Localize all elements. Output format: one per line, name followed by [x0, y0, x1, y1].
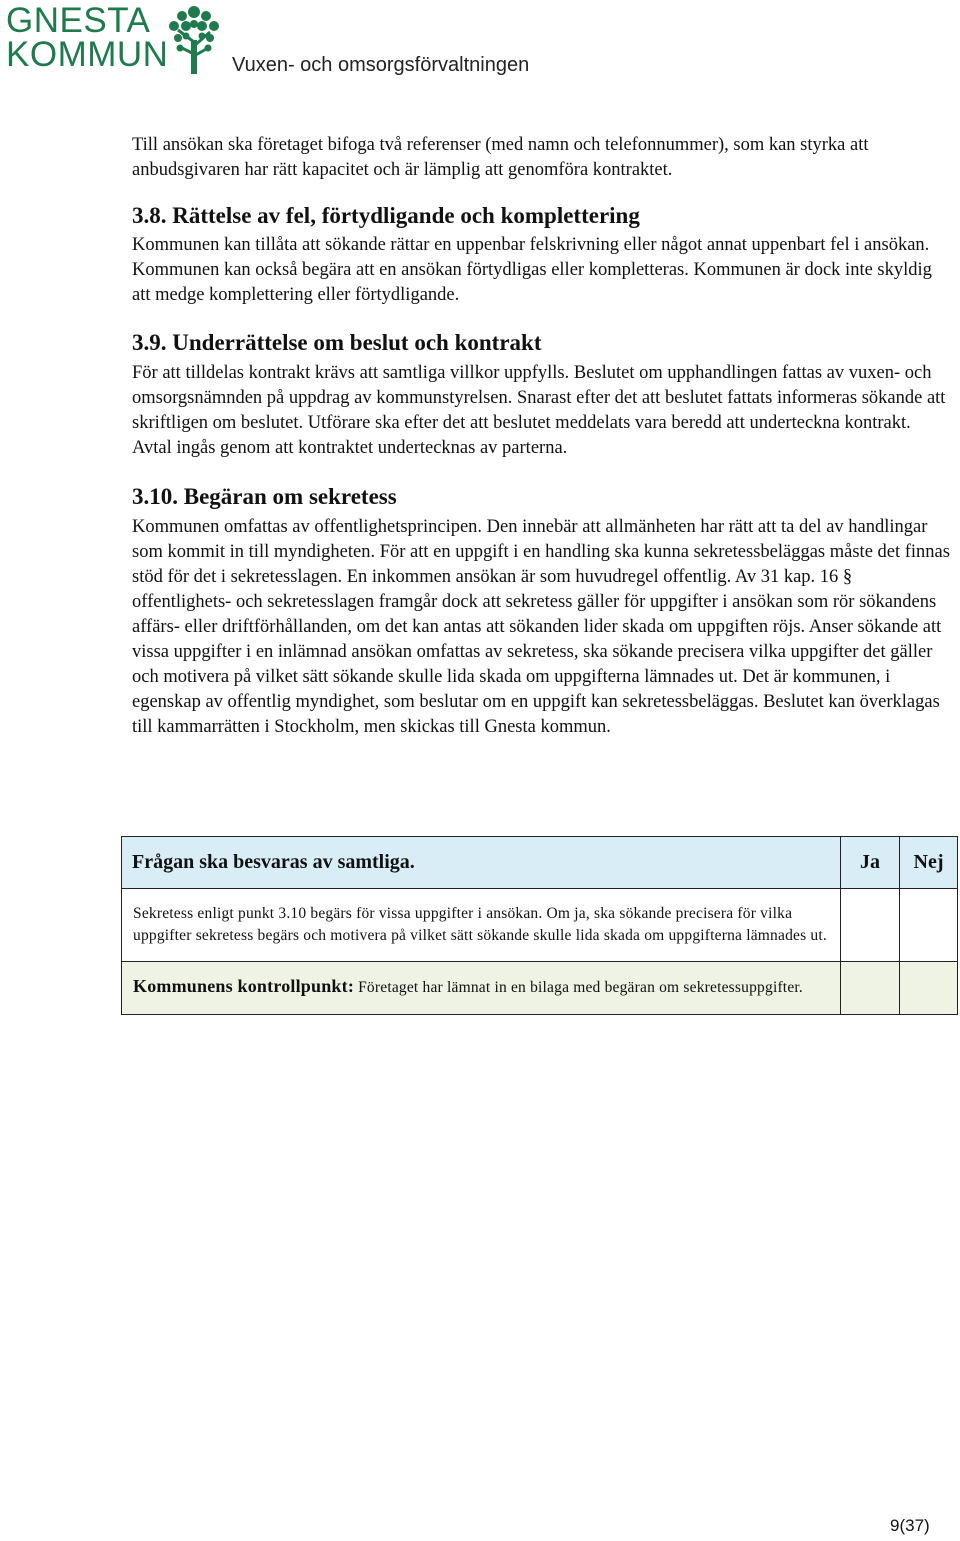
table-header-row — [122, 837, 958, 889]
intro-paragraph: Till ansökan ska företaget bifoga två referenser (med namn och telefonnummer), som kan styrka att anbudsgivaren har rätt kapacitet och är lämplig att genomföra kontraktet. — [132, 135, 869, 180]
no-checkbox-cell[interactable] — [900, 889, 958, 962]
section-3-9-heading: 3.9. Underrättelse om beslut och kontrakt — [132, 330, 542, 355]
header-question: Frågan ska besvaras av samtliga. — [122, 837, 841, 889]
checkpoint-row — [122, 962, 958, 1015]
section-3-10-text: Kommunen omfattas av offentlighetsprincipen. Den innebär att allmänheten har rätt att ta del av handlingar som kommit in till myndigheten. För att en uppgift i en handling ska kunna sekretessbeläggas måste det finnas stöd för det i sekretesslagen. En inkommen ansökan är som huvudregel offentlig. Av 31 kap. 16 § offentlighets- och sekretesslagen framgår dock att sekretess gäller för uppgifter i ansökan som rör sökandens affärs- eller driftförhållanden, om det kan antas att sökanden lider skada om uppgiften röjs. Anser sökande att vissa uppgifter i en inlämnad ansökan omfattas av sekretess, ska sökande precisera vilka uppgifter det gäller och motivera på vilket sätt sökande skulle lida skada om uppgifterna lämnades ut. Det är kommunen, i egenskap av offentlig myndighet, som beslutar om en uppgift kan sekretessbeläggas. Beslutet kan överklagas till kammarrätten i Stockholm, men skickas till Gnesta kommun. — [132, 517, 950, 737]
department-name: Vuxen- och omsorgsförvaltningen — [232, 54, 530, 76]
checkpoint-label: Kommunens kontrollpunkt: — [133, 975, 355, 996]
row-question-cell — [122, 889, 841, 962]
checkpoint-cell — [122, 962, 841, 1015]
header-no: Nej — [900, 837, 958, 889]
table-row — [122, 889, 958, 962]
yes-checkbox-cell[interactable] — [841, 889, 900, 962]
section-3-10-heading: 3.10. Begäran om sekretess — [132, 484, 397, 509]
section-3-8-heading: 3.8. Rättelse av fel, förtydligande och komplettering — [132, 203, 640, 228]
section-3-9-text: För att tilldelas kontrakt krävs att samtliga villkor uppfylls. Beslutet om upphandlingen fattas av vuxen- och omsorgsnämnden på uppdrag av kommunstyrelsen. Snarast efter det att beslutet fattats informeras sökande att skriftligen om beslutet. Utförare ska efter det att beslutet meddelats vara beredd att underteckna kontrakt. Avtal ingås genom att kontraktet undertecknas av parterna. — [132, 363, 946, 458]
row-question-text: Sekretess enligt punkt 3.10 begärs för vissa uppgifter i ansökan. Om ja, ska sökande precisera för vilka uppgifter sekretess begärs och motivera på vilket sätt sökande skulle lida skada om uppgifterna lämnades ut. — [133, 904, 827, 944]
municipality-logo — [6, 1, 169, 74]
checkpoint-no-cell — [900, 962, 958, 1015]
document-body — [132, 133, 954, 740]
checkpoint-text-block — [123, 975, 839, 1002]
checkpoint-text: Företaget har lämnat in en bilaga med begäran om sekretessuppgifter. — [358, 978, 803, 996]
logo-line-1: GNESTA — [6, 1, 151, 40]
checkpoint-yes-cell — [841, 962, 900, 1015]
confidentiality-checklist-table — [121, 836, 958, 1015]
page-header — [0, 0, 960, 90]
page-number: 9(37) — [890, 1516, 930, 1535]
header-yes: Ja — [841, 837, 900, 889]
tree-logo-icon — [164, 2, 224, 76]
section-3-8-text: Kommunen kan tillåta att sökande rättar en uppenbar felskrivning eller något annat uppenbart fel i ansökan. Kommunen kan också begära att en ansökan förtydligas eller kompletteras. Kommunen är dock inte skyldig att medge komplettering eller förtydligande. — [132, 235, 932, 305]
logo-line-2: KOMMUN — [6, 35, 169, 74]
